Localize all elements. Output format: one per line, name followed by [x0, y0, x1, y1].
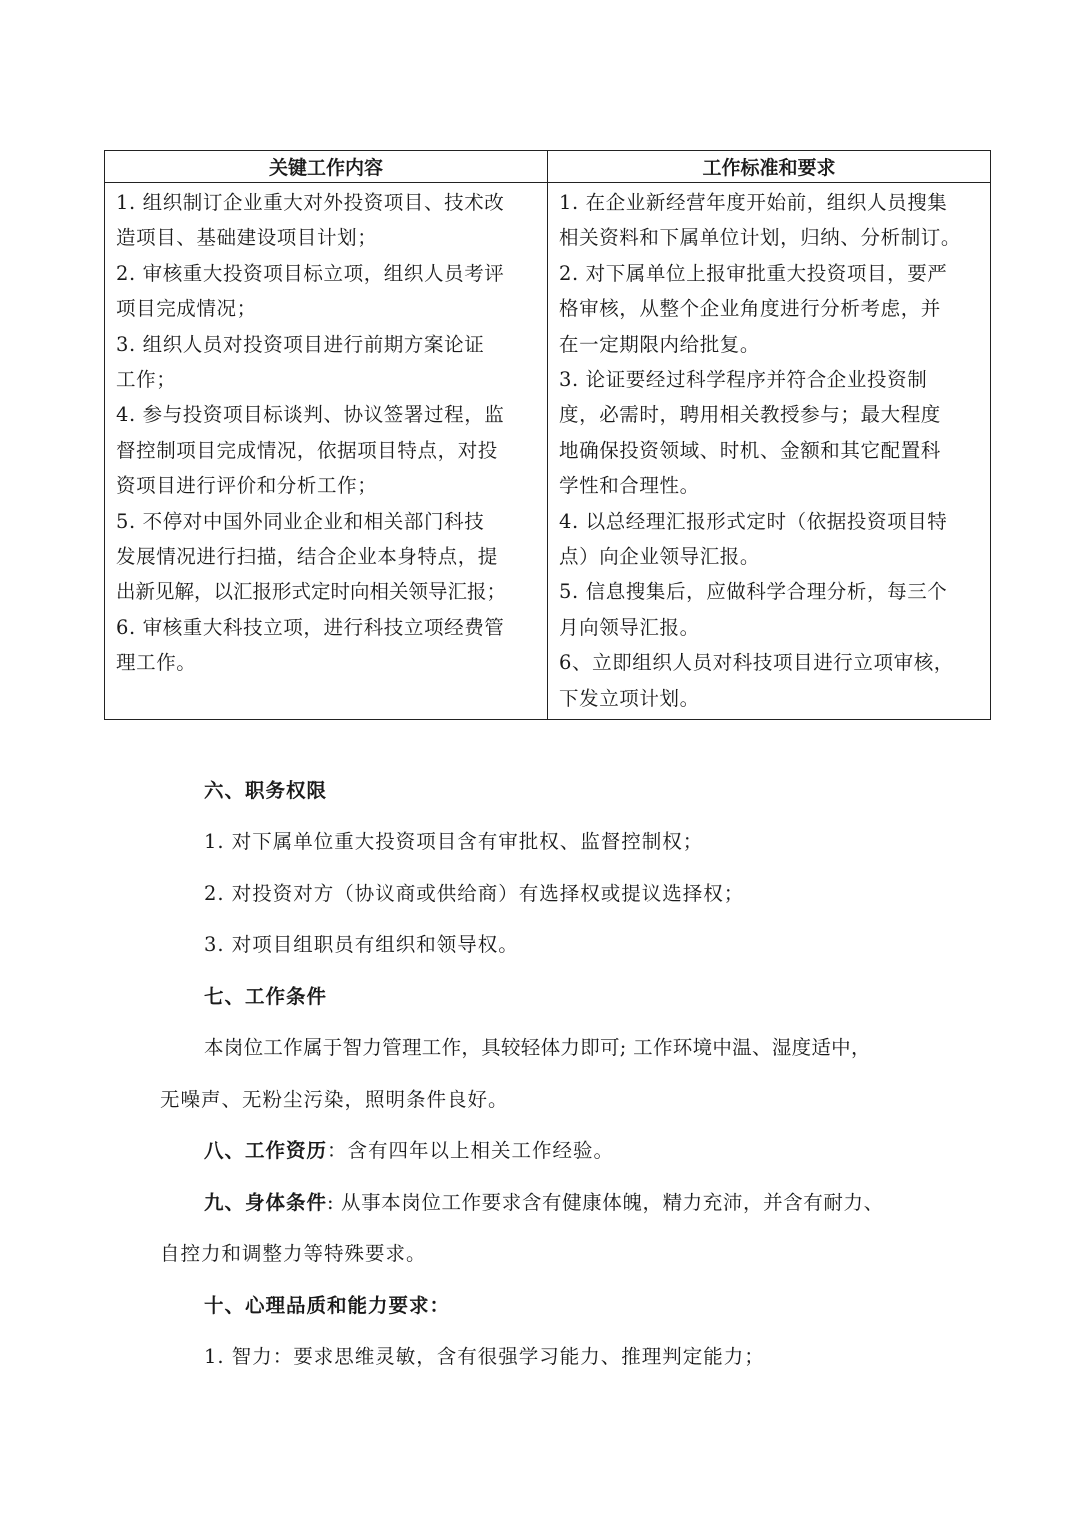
cell-line: 5. 信息搜集后，应做科学合理分析，每三个 [559, 580, 948, 604]
psychology-item: 1. 智力：要求思维灵敏，含有很强学习能力、推理判定能力； [204, 1345, 765, 1368]
cell-line: 地确保投资领域、时机、金额和其它配置科 [559, 438, 941, 462]
cell-line: 6、立即组织人员对科技项目进行立项审核， [559, 651, 954, 675]
cell-line: 4. 参与投资项目标谈判、协议签署过程，监 [116, 403, 505, 427]
experience-paragraph [204, 1135, 614, 1163]
cell-line: 工作； [116, 368, 177, 392]
cell-line: 2. 审核重大投资项目标立项，组织人员考评 [116, 261, 505, 285]
cell-line: 3. 论证要经过科学程序并符合企业投资制 [559, 368, 928, 392]
cell-line: 月向领导汇报。 [559, 615, 700, 639]
cell-line: 6. 审核重大科技立项，进行科技立项经费管 [116, 615, 505, 639]
cell-line: 点）向企业领导汇报。 [559, 545, 761, 569]
cell-line: 格审核，从整个企业角度进行分析考虑，并 [559, 297, 941, 321]
cell-line: 5. 不停对中国外同业企业和相关部门科技 [116, 509, 485, 533]
authority-item: 3. 对项目组职员有组织和领导权。 [204, 933, 519, 956]
conditions-text: 无噪声、无粉尘污染，照明条件良好。 [160, 1088, 509, 1111]
cell-line: 造项目、基础建设项目计划； [116, 226, 378, 250]
key-work-cell [105, 183, 548, 720]
experience-text: ：含有四年以上相关工作经验。 [327, 1139, 615, 1162]
cell-line: 2. 对下属单位上报审批重大投资项目，要严 [559, 261, 948, 285]
cell-line: 督控制项目完成情况，依据项目特点，对投 [116, 438, 498, 462]
cell-line: 1. 在企业新经营年度开始前，组织人员搜集 [559, 191, 948, 214]
section-heading-physical: 九、身体条件 [204, 1191, 328, 1214]
header-standards: 工作标准和要求 [548, 151, 991, 183]
authority-item: 2. 对投资对方（协议商或供给商）有选择权或提议选择权； [204, 882, 745, 905]
physical-text: : 从事本岗位工作要求含有健康体魄，精力充沛，并含有耐力、 [327, 1191, 884, 1214]
table-header-row [105, 151, 991, 183]
cell-line: 1. 组织制订企业重大对外投资项目、技术改 [116, 191, 505, 214]
cell-line: 资项目进行评价和分析工作； [116, 474, 378, 498]
section-heading-psychology: 十、心理品质和能力要求： [204, 1294, 451, 1317]
cell-line: 相关资料和下属单位计划，归纳、分析制订。 [559, 226, 962, 250]
section-heading-conditions: 七、工作条件 [204, 985, 328, 1008]
cell-line: 理工作。 [116, 651, 197, 675]
section-heading-experience: 八、工作资历 [204, 1139, 328, 1162]
cell-line: 学性和合理性。 [559, 474, 700, 498]
cell-line: 发展情况进行扫描，结合企业本身特点，提 [116, 545, 498, 569]
physical-text: 自控力和调整力等特殊要求。 [160, 1242, 427, 1265]
duty-table [104, 150, 991, 720]
cell-line: 项目完成情况； [116, 297, 257, 321]
header-key-work: 关键工作内容 [105, 151, 548, 183]
conditions-text: 本岗位工作属于智力管理工作，具较轻体力即可; 工作环境中温、湿度适中， [204, 1036, 871, 1059]
authority-item: 1. 对下属单位重大投资项目含有审批权、监督控制权； [204, 830, 704, 853]
cell-line: 3. 组织人员对投资项目进行前期方案论证 [116, 332, 485, 356]
standards-cell [548, 183, 991, 720]
physical-paragraph [204, 1187, 884, 1215]
cell-line: 4. 以总经理汇报形式定时（依据投资项目特 [559, 509, 948, 533]
cell-line: 在一定期限内给批复。 [559, 332, 761, 356]
cell-line: 下发立项计划。 [559, 686, 700, 710]
table-row [105, 183, 991, 720]
section-heading-authority: 六、职务权限 [204, 779, 328, 802]
cell-line: 度，必需时，聘用相关教授参与；最大程度 [559, 403, 941, 427]
cell-line: 出新见解，以汇报形式定时向相关领导汇报； [116, 580, 507, 604]
